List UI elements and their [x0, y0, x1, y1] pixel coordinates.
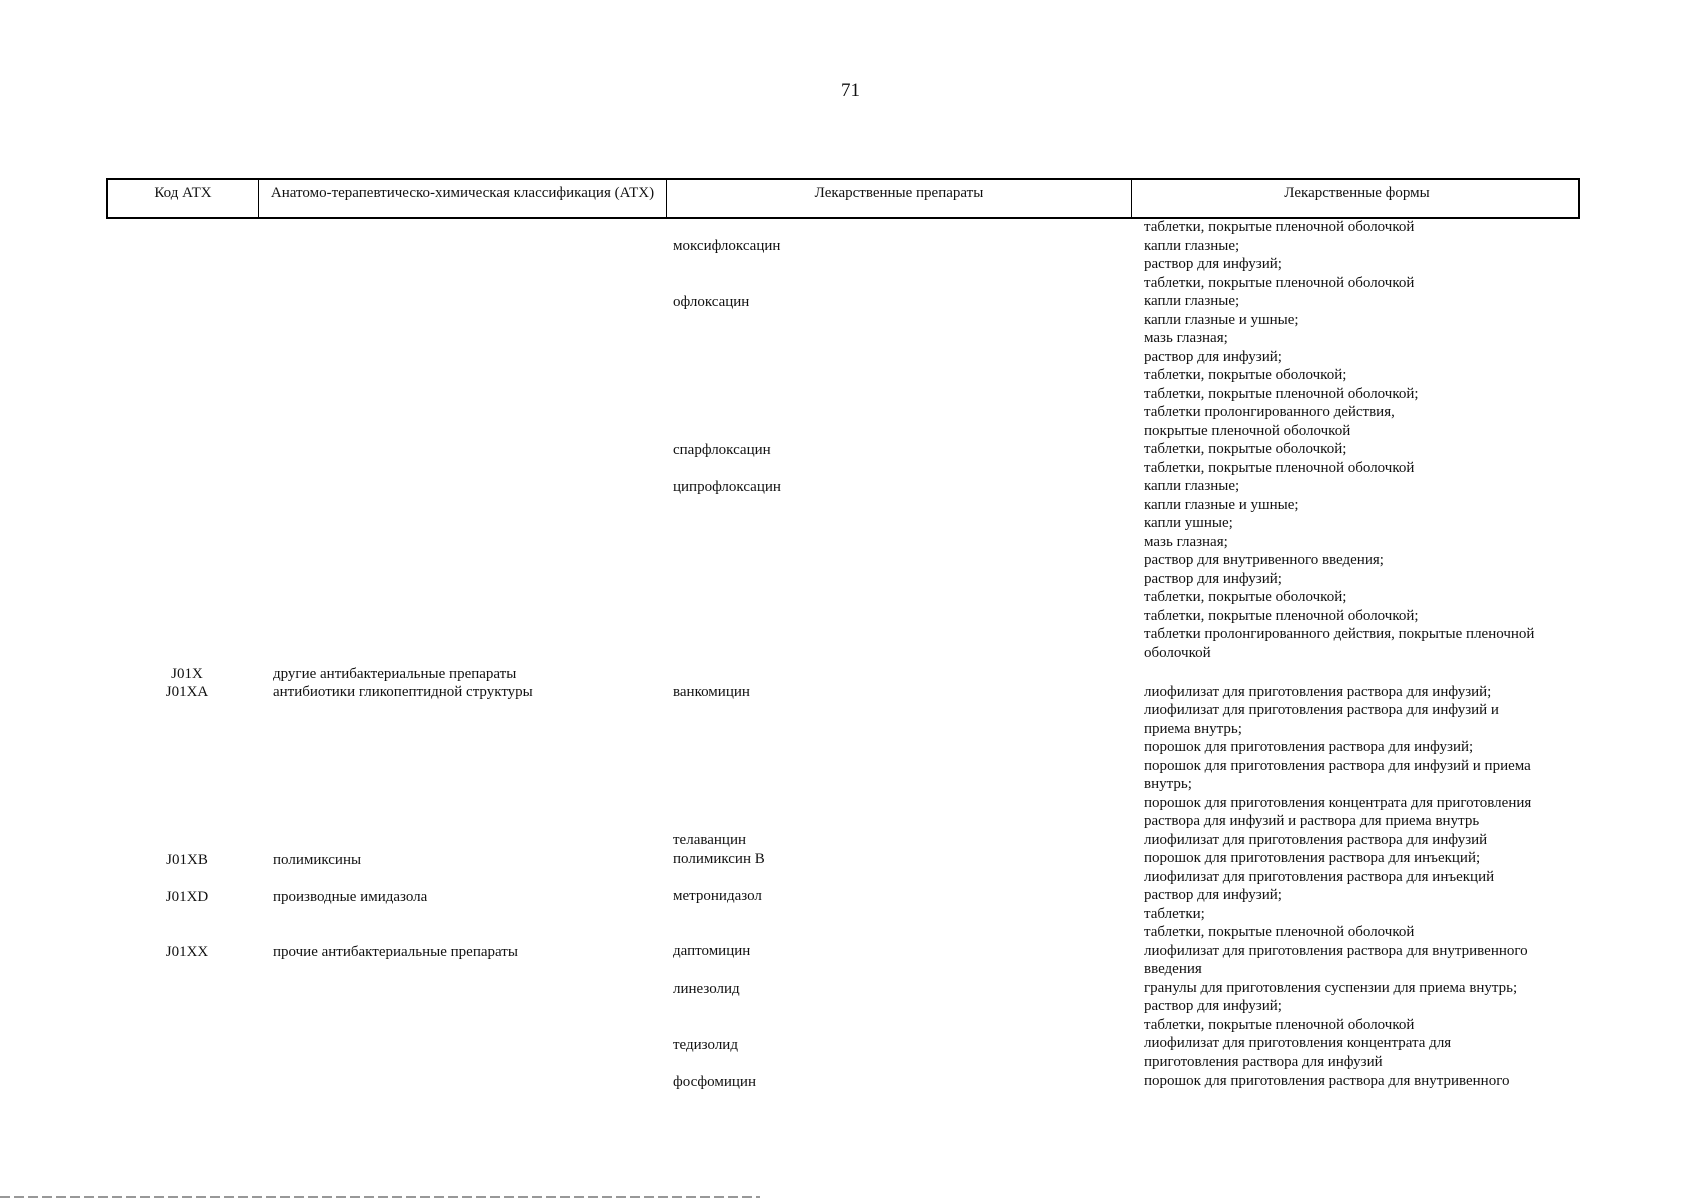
- dosage-form-line: порошок для приготовления раствора для инфузий и приема: [1144, 758, 1531, 774]
- drug-name: линезолид: [673, 981, 740, 997]
- dosage-form-line: лиофилизат для приготовления концентрата для: [1144, 1035, 1452, 1051]
- dosage-form-line: таблетки, покрытые пленочной оболочкой;: [1144, 608, 1419, 624]
- dosage-form-line: таблетки пролонгированного действия, покрытые пленочной: [1144, 626, 1535, 642]
- dosage-form-line: таблетки, покрытые оболочкой;: [1144, 367, 1347, 383]
- drug-name: метронидазол: [673, 888, 762, 904]
- atc-name: прочие антибактериальные препараты: [273, 944, 518, 960]
- atc-name: антибиотики гликопептидной структуры: [273, 684, 533, 700]
- dosage-form-line: лиофилизат для приготовления раствора для инфузий;: [1144, 684, 1492, 700]
- scan-edge-mark: [0, 1196, 760, 1198]
- dosage-form-line: таблетки, покрытые пленочной оболочкой: [1144, 460, 1415, 476]
- header-drugs: Лекарственные препараты: [667, 180, 1132, 217]
- dosage-form-line: мазь глазная;: [1144, 534, 1228, 550]
- drug-name: ванкомицин: [673, 684, 750, 700]
- dosage-form-line: раствор для внутривенного введения;: [1144, 552, 1384, 568]
- dosage-form-line: раствор для инфузий;: [1144, 998, 1282, 1014]
- drug-name: телаванцин: [673, 832, 747, 848]
- dosage-form-line: порошок для приготовления раствора для инфузий;: [1144, 739, 1474, 755]
- dosage-form-line: гранулы для приготовления суспензии для приема внутрь;: [1144, 980, 1518, 996]
- atc-name: полимиксины: [273, 852, 362, 868]
- header-atc-code: Код АТХ: [108, 180, 259, 217]
- dosage-form-line: покрытые пленочной оболочкой: [1144, 423, 1351, 439]
- dosage-form-line: лиофилизат для приготовления раствора для внутривенного: [1144, 943, 1528, 959]
- drug-name: офлоксацин: [673, 294, 750, 310]
- dosage-form-line: таблетки, покрытые пленочной оболочкой: [1144, 219, 1415, 235]
- dosage-form-line: порошок для приготовления концентрата для приготовления: [1144, 795, 1532, 811]
- dosage-form-line: раствор для инфузий;: [1144, 256, 1282, 272]
- dosage-form-line: капли ушные;: [1144, 515, 1233, 531]
- dosage-form-line: мазь глазная;: [1144, 330, 1228, 346]
- drug-name: спарфлоксацин: [673, 442, 771, 458]
- atc-name: производные имидазола: [273, 889, 428, 905]
- dosage-form-line: таблетки, покрытые пленочной оболочкой: [1144, 924, 1415, 940]
- dosage-form-line: оболочкой: [1144, 645, 1211, 661]
- atc-code: J01XD: [165, 889, 209, 905]
- dosage-form-line: порошок для приготовления раствора для инъекций;: [1144, 850, 1481, 866]
- dosage-form-line: капли глазные и ушные;: [1144, 312, 1299, 328]
- dosage-form-line: лиофилизат для приготовления раствора для инъекций: [1144, 869, 1495, 885]
- dosage-form-line: таблетки;: [1144, 906, 1205, 922]
- dosage-form-line: таблетки, покрытые пленочной оболочкой: [1144, 1017, 1415, 1033]
- header-atc-classification: Анатомо-терапевтическо-химическая классификация (АТХ): [259, 180, 667, 217]
- dosage-form-line: приготовления раствора для инфузий: [1144, 1054, 1383, 1070]
- dosage-form-line: таблетки, покрытые пленочной оболочкой: [1144, 275, 1415, 291]
- dosage-form-line: раствора для инфузий и раствора для приема внутрь: [1144, 813, 1480, 829]
- dosage-form-line: введения: [1144, 961, 1202, 977]
- atc-name: другие антибактериальные препараты: [273, 666, 517, 682]
- page-number: 71: [841, 80, 860, 101]
- dosage-form-line: раствор для инфузий;: [1144, 349, 1282, 365]
- drug-name: полимиксин В: [673, 851, 765, 867]
- dosage-form-line: капли глазные;: [1144, 238, 1240, 254]
- dosage-form-line: раствор для инфузий;: [1144, 887, 1282, 903]
- dosage-form-line: лиофилизат для приготовления раствора для инфузий и: [1144, 702, 1499, 718]
- dosage-form-line: таблетки, покрытые оболочкой;: [1144, 589, 1347, 605]
- dosage-form-line: таблетки пролонгированного действия,: [1144, 404, 1395, 420]
- dosage-form-line: капли глазные и ушные;: [1144, 497, 1299, 513]
- atc-code: J01X: [171, 666, 203, 682]
- dosage-form-line: раствор для инфузий;: [1144, 571, 1282, 587]
- dosage-form-line: порошок для приготовления раствора для внутривенного: [1144, 1073, 1510, 1089]
- drug-name: ципрофлоксацин: [673, 479, 781, 495]
- header-dosage-forms: Лекарственные формы: [1284, 185, 1430, 201]
- dosage-form-line: внутрь;: [1144, 776, 1192, 792]
- dosage-form-line: таблетки, покрытые оболочкой;: [1144, 441, 1347, 457]
- atc-code: J01XX: [165, 944, 209, 960]
- dosage-form-line: приема внутрь;: [1144, 721, 1242, 737]
- drug-name: моксифлоксацин: [673, 238, 781, 254]
- dosage-form-line: лиофилизат для приготовления раствора для инфузий: [1144, 832, 1488, 848]
- dosage-form-line: капли глазные;: [1144, 293, 1240, 309]
- drug-name: фосфомицин: [673, 1074, 756, 1090]
- drug-name: тедизолид: [673, 1037, 738, 1053]
- dosage-form-line: таблетки, покрытые пленочной оболочкой;: [1144, 386, 1419, 402]
- atc-code: J01XA: [165, 684, 209, 700]
- dosage-form-line: капли глазные;: [1144, 478, 1240, 494]
- atc-code: J01XB: [166, 852, 208, 868]
- table-header: [106, 178, 1580, 219]
- drug-name: даптомицин: [673, 943, 751, 959]
